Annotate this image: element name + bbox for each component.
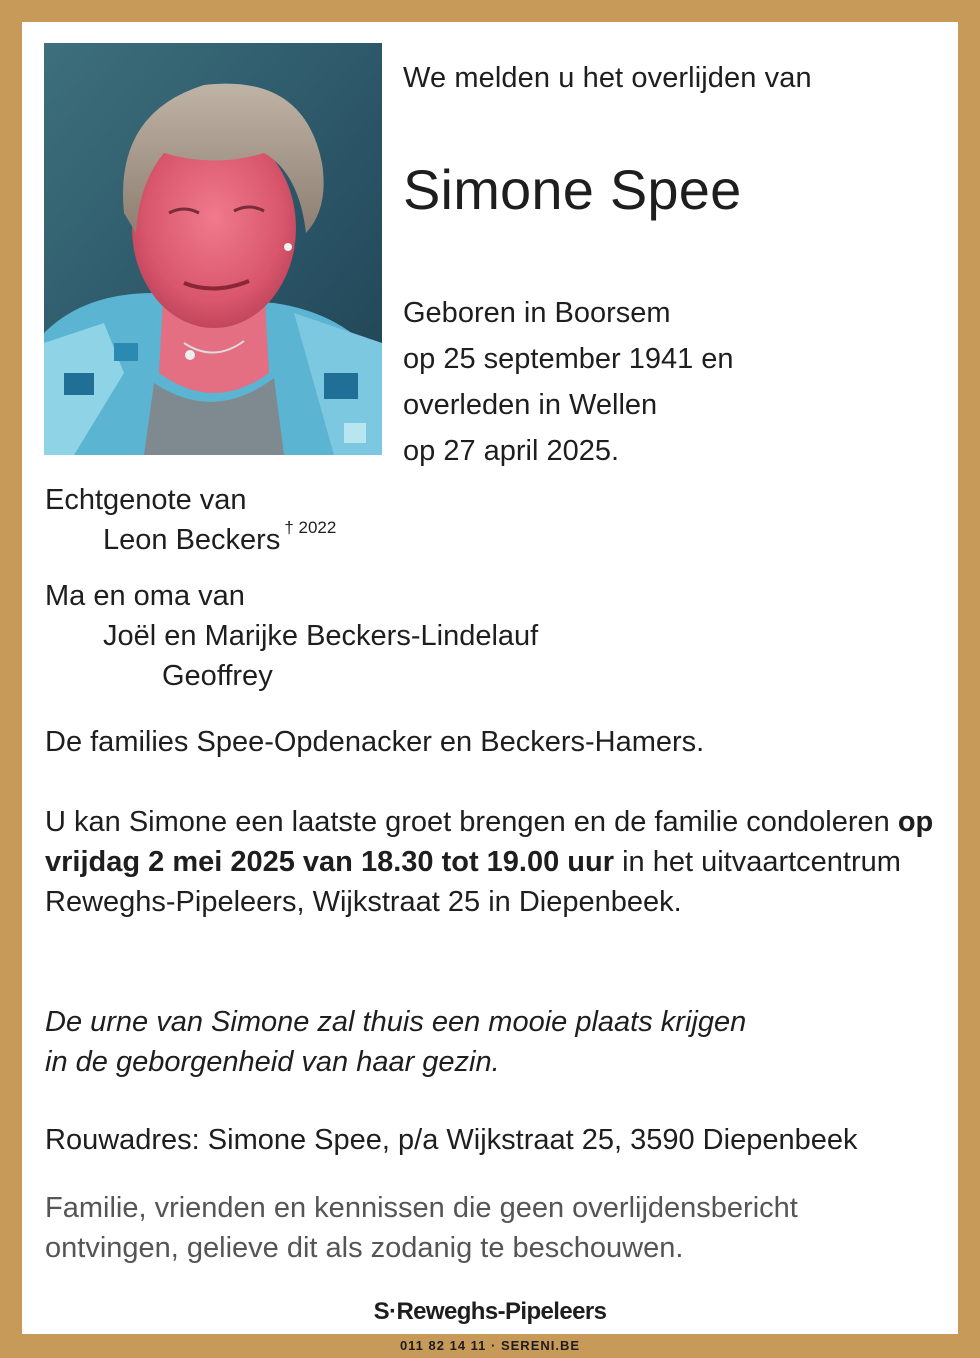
spouse-label: Echtgenote van <box>45 484 247 516</box>
children-names: Joël en Marijke Beckers-Lindelauf <box>103 620 539 652</box>
birth-line: Geboren in Boorsem <box>403 297 671 329</box>
grandchild-name: Geoffrey <box>162 660 273 692</box>
urn-paragraph: De urne van Simone zal thuis een mooie plaats krijgen in de geborgenheid van haar gezin. <box>45 1006 747 1078</box>
portrait-image <box>44 43 382 455</box>
mourning-address: Rouwadres: Simone Spee, p/a Wijkstraat 25, 3590 Diepenbeek <box>45 1124 858 1156</box>
birth-death-details <box>403 290 734 474</box>
spouse-name: Leon Beckers <box>103 524 281 556</box>
family-label: Ma en oma van <box>45 580 245 612</box>
visitation-text: U kan Simone een laatste groet brengen en de familie condoleren <box>45 806 898 838</box>
portrait-photo <box>44 43 382 455</box>
funeral-home-brand: S·Reweghs-Pipeleers <box>373 1298 607 1325</box>
notice-card <box>22 22 958 1334</box>
birth-line: overleden in Wellen <box>403 389 658 421</box>
visitation-location: in het uitvaartcentrum Reweghs-Pipeleers, Wijkstraat 25 in Diepenbeek. <box>45 846 901 918</box>
spouse-death-year: † 2022 <box>284 518 337 537</box>
intro-text: We melden u het overlijden van <box>403 62 812 94</box>
birth-line: op 27 april 2025. <box>403 435 620 467</box>
visitation-paragraph <box>45 802 945 922</box>
funeral-home-contact: 011 82 14 11 · SERENI.BE <box>399 1338 581 1353</box>
deceased-name: Simone Spee <box>403 158 742 221</box>
birth-line: op 25 september 1941 en <box>403 343 734 375</box>
visitation-datetime: op vrijdag 2 mei 2025 van 18.30 tot 19.00 uur <box>45 806 934 878</box>
closing-paragraph: Familie, vrienden en kennissen die geen overlijdensbericht ontvingen, gelieve dit als zodanig te beschouwen. <box>45 1192 798 1264</box>
families-line: De families Spee-Opdenacker en Beckers-Hamers. <box>45 726 705 758</box>
spouse-entry <box>103 518 337 557</box>
